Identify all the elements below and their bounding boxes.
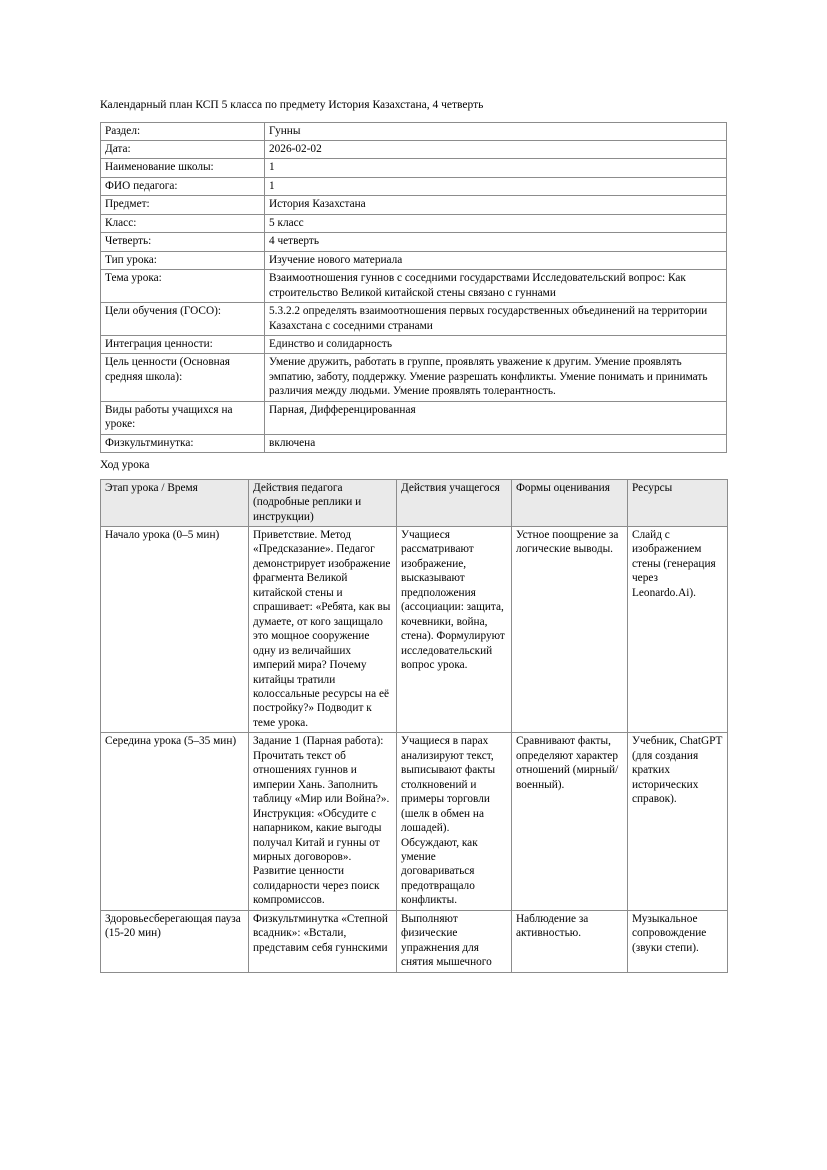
cell-resources: Музыкальное сопровождение (звуки степи). — [628, 910, 728, 972]
cell-stage: Здоровьесберегающая пауза (15-20 мин) — [101, 910, 249, 972]
table-row — [101, 733, 728, 910]
info-label: Наименование школы: — [101, 159, 265, 177]
column-header-resources: Ресурсы — [628, 479, 728, 526]
info-label: Раздел: — [101, 122, 265, 140]
table-row — [101, 122, 727, 140]
table-row — [101, 527, 728, 733]
cell-assessment: Сравнивают факты, определяют характер отношений (мирный/военный). — [512, 733, 628, 910]
table-row — [101, 177, 727, 195]
info-label: Тип урока: — [101, 251, 265, 269]
table-row — [101, 196, 727, 214]
table-row — [101, 214, 727, 232]
info-value: 4 четверть — [265, 233, 727, 251]
lesson-plan-table — [100, 479, 728, 973]
table-row — [101, 401, 727, 434]
info-label: Цели обучения (ГОСО): — [101, 303, 265, 336]
table-row — [101, 303, 727, 336]
table-row — [101, 233, 727, 251]
cell-stage: Середина урока (5–35 мин) — [101, 733, 249, 910]
table-row — [101, 335, 727, 353]
cell-teacher: Приветствие. Метод «Предсказание». Педагог демонстрирует изображение фрагмента Великой китайской стены и спрашивает: «Ребята, как вы думаете, от кого защищало это мощное сооружение одну из величайших империй мира? Почему китайцы тратили колоссальные ресурсы на её постройку?» Подводит к теме урока. — [249, 527, 397, 733]
info-value: Гунны — [265, 122, 727, 140]
info-label: Физкультминутка: — [101, 434, 265, 452]
info-value: 2026-02-02 — [265, 140, 727, 158]
cell-student: Учащиеся в парах анализируют текст, выписывают факты столкновений и примеры торговли (шелк в обмен на лошадей). Обсуждают, как умение договариваться предотвращало конфликты. — [397, 733, 512, 910]
info-label: Тема урока: — [101, 270, 265, 303]
info-label: Интеграция ценности: — [101, 335, 265, 353]
info-value: 1 — [265, 159, 727, 177]
info-value: 1 — [265, 177, 727, 195]
table-row — [101, 910, 728, 972]
column-header-stage: Этап урока / Время — [101, 479, 249, 526]
info-label: Предмет: — [101, 196, 265, 214]
cell-resources: Учебник, ChatGPT (для создания кратких исторических справок). — [628, 733, 728, 910]
info-label: ФИО педагога: — [101, 177, 265, 195]
info-label: Дата: — [101, 140, 265, 158]
column-header-teacher: Действия педагога (подробные реплики и инструкции) — [249, 479, 397, 526]
table-row — [101, 270, 727, 303]
table-header-row — [101, 479, 728, 526]
info-label: Класс: — [101, 214, 265, 232]
table-row — [101, 434, 727, 452]
cell-student: Учащиеся рассматривают изображение, высказывают предположения (ассоциации: защита, кочевники, война, стена). Формулируют исследовательский вопрос урока. — [397, 527, 512, 733]
lesson-info-table — [100, 122, 727, 454]
info-value: Единство и солидарность — [265, 335, 727, 353]
cell-stage: Начало урока (0–5 мин) — [101, 527, 249, 733]
table-row — [101, 354, 727, 401]
info-value: Умение дружить, работать в группе, проявлять уважение к другим. Умение проявлять эмпатию, заботу, поддержку. Умение разрешать конфликты. Умение понимать и принимать различия между людьми. Умение проявлять толерантность. — [265, 354, 727, 401]
section-heading-lesson-flow: Ход урока — [100, 459, 150, 472]
page-title: Календарный план КСП 5 класса по предмету История Казахстана, 4 четверть — [100, 99, 484, 111]
cell-assessment: Наблюдение за активностью. — [512, 910, 628, 972]
table-row — [101, 159, 727, 177]
info-label: Цель ценности (Основная средняя школа): — [101, 354, 265, 401]
cell-resources: Слайд с изображением стены (генерация через Leonardo.Ai). — [628, 527, 728, 733]
info-value: 5 класс — [265, 214, 727, 232]
column-header-assessment: Формы оценивания — [512, 479, 628, 526]
info-value: Изучение нового материала — [265, 251, 727, 269]
column-header-student: Действия учащегося — [397, 479, 512, 526]
info-label: Виды работы учащихся на уроке: — [101, 401, 265, 434]
cell-teacher: Задание 1 (Парная работа): Прочитать текст об отношениях гуннов и империи Хань. Заполнить таблицу «Мир или Война?». Инструкция: «Обсудите с напарником, какие выгоды получал Китай и гунны от мирных договоров». Развитие ценности солидарности через поиск компромиссов. — [249, 733, 397, 910]
cell-assessment: Устное поощрение за логические выводы. — [512, 527, 628, 733]
table-row — [101, 140, 727, 158]
cell-teacher: Физкультминутка «Степной всадник»: «Встали, представим себя гуннскими — [249, 910, 397, 972]
table-row — [101, 251, 727, 269]
cell-student: Выполняют физические упражнения для снятия мышечного — [397, 910, 512, 972]
info-value: Взаимоотношения гуннов с соседними государствами Исследовательский вопрос: Как строительство Великой китайской стены связано с гуннами — [265, 270, 727, 303]
info-value: 5.3.2.2 определять взаимоотношения первых государственных объединений на территории Казахстана с соседними странами — [265, 303, 727, 336]
info-value: включена — [265, 434, 727, 452]
info-label: Четверть: — [101, 233, 265, 251]
info-value: Парная, Дифференцированная — [265, 401, 727, 434]
info-value: История Казахстана — [265, 196, 727, 214]
